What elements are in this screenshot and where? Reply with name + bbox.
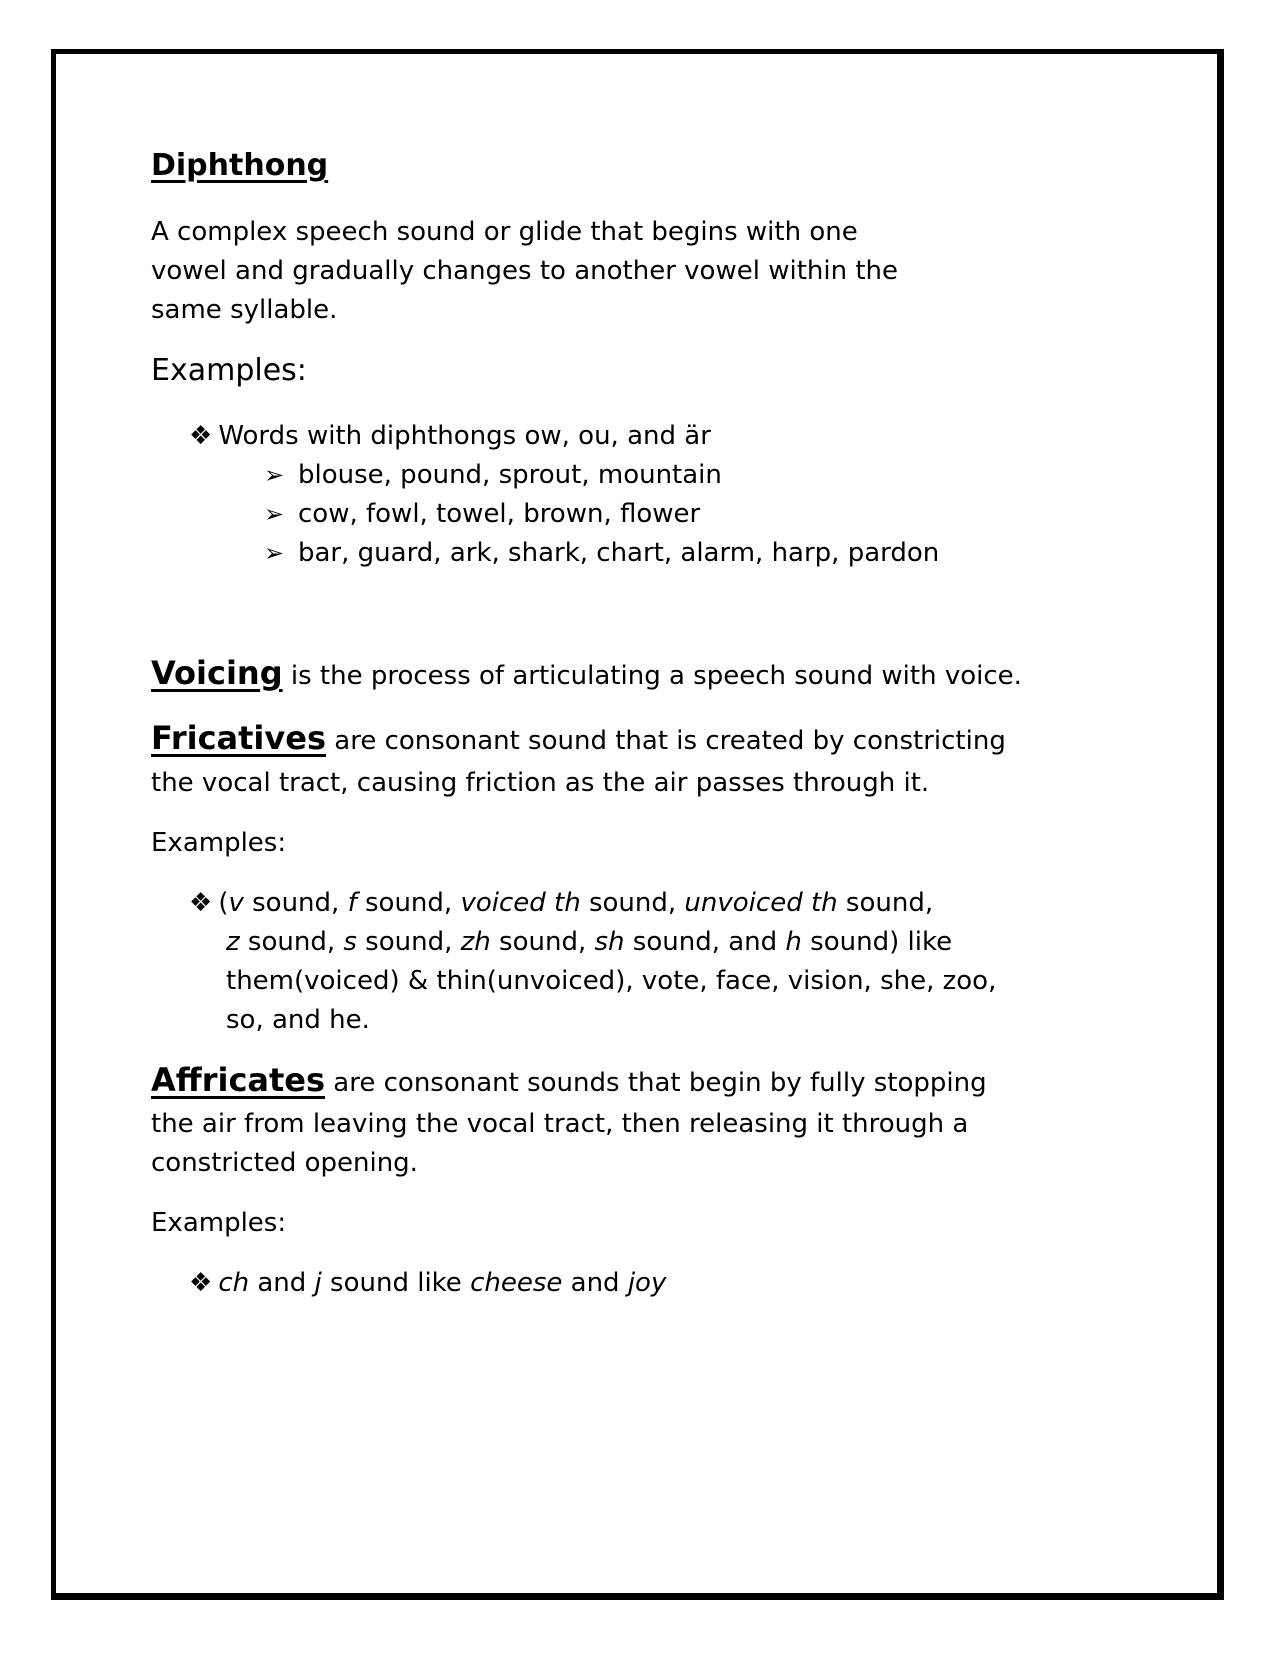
text-fragment: sound, xyxy=(239,927,344,957)
italic-term: v xyxy=(228,888,244,918)
text-fragment: sound like xyxy=(321,1268,471,1298)
list-item xyxy=(264,534,939,573)
diphthong-definition-line-3: same syllable. xyxy=(151,295,338,325)
diphthong-bullet xyxy=(189,417,711,456)
fricatives-term: Fricatives xyxy=(151,719,326,757)
fricatives-definition-line-1 xyxy=(151,719,1006,761)
text-fragment: sound, xyxy=(243,888,348,918)
diphthong-examples-label: Examples: xyxy=(151,353,307,388)
affricates-definition-line-1 xyxy=(151,1061,987,1103)
list-item xyxy=(264,456,722,495)
text-fragment: sound, and xyxy=(624,927,786,957)
italic-term: ch xyxy=(218,1268,250,1298)
text-fragment: sound, xyxy=(356,888,461,918)
affricates-definition-line-3: constricted opening. xyxy=(151,1148,418,1178)
affricates-example xyxy=(189,1264,666,1303)
diamond-bullet-icon: ❖ xyxy=(189,1268,213,1298)
italic-term: h xyxy=(785,927,802,957)
diamond-bullet-icon: ❖ xyxy=(189,888,213,918)
italic-term: s xyxy=(343,927,357,957)
italic-term: zh xyxy=(460,927,491,957)
diphthong-definition-line-1: A complex speech sound or glide that begins with one xyxy=(151,217,858,247)
text-fragment: sound, xyxy=(356,927,461,957)
text-fragment: sound) like xyxy=(801,927,953,957)
diphthong-subitem-3: bar, guard, ark, shark, chart, alarm, harp, pardon xyxy=(298,538,940,568)
affricates-text-1: are consonant sounds that begin by fully stopping xyxy=(325,1068,987,1098)
text-fragment: and xyxy=(562,1268,628,1298)
fricatives-definition-line-2: the vocal tract, causing friction as the air passes through it. xyxy=(151,768,930,798)
arrow-bullet-icon: ➢ xyxy=(264,539,285,567)
voicing-text: is the process of articulating a speech sound with voice. xyxy=(282,661,1022,691)
fricatives-example-line-4: so, and he. xyxy=(226,1005,370,1035)
affricates-examples-label: Examples: xyxy=(151,1208,287,1238)
arrow-bullet-icon: ➢ xyxy=(264,500,285,528)
diphthong-subitem-1: blouse, pound, sprout, mountain xyxy=(298,460,722,490)
arrow-bullet-icon: ➢ xyxy=(264,461,285,489)
text-fragment: sound, xyxy=(580,888,685,918)
italic-term: joy xyxy=(627,1268,667,1298)
affricates-definition-line-2: the air from leaving the vocal tract, then releasing it through a xyxy=(151,1109,969,1139)
fricatives-text-1: are consonant sound that is created by constricting xyxy=(326,726,1006,756)
text-fragment: sound, xyxy=(490,927,595,957)
list-item xyxy=(264,495,700,534)
fricatives-example-line-2 xyxy=(226,923,952,962)
fricatives-examples-label: Examples: xyxy=(151,828,287,858)
voicing-term: Voicing xyxy=(151,654,283,692)
text-fragment: and xyxy=(249,1268,315,1298)
diphthong-heading: Diphthong xyxy=(151,148,329,183)
text-fragment: sound, xyxy=(837,888,934,918)
diphthong-definition-line-2: vowel and gradually changes to another vowel within the xyxy=(151,256,899,286)
fricatives-example-line-1 xyxy=(189,884,933,923)
italic-term: z xyxy=(226,927,240,957)
italic-term: f xyxy=(347,888,357,918)
fricatives-example-line-3: them(voiced) & thin(unvoiced), vote, face, vision, she, zoo, xyxy=(226,966,997,996)
diphthong-subitem-2: cow, fowl, towel, brown, flower xyxy=(298,499,701,529)
italic-term: sh xyxy=(594,927,625,957)
italic-term: cheese xyxy=(470,1268,563,1298)
italic-term: j xyxy=(314,1268,322,1298)
affricates-term: Affricates xyxy=(151,1061,326,1099)
diphthong-bullet-text: Words with diphthongs ow, ou, and är xyxy=(218,421,711,451)
italic-term: voiced th xyxy=(460,888,581,918)
diamond-bullet-icon: ❖ xyxy=(189,421,213,451)
text-fragment: ( xyxy=(218,888,229,918)
italic-term: unvoiced th xyxy=(684,888,838,918)
voicing-definition xyxy=(151,654,1022,696)
